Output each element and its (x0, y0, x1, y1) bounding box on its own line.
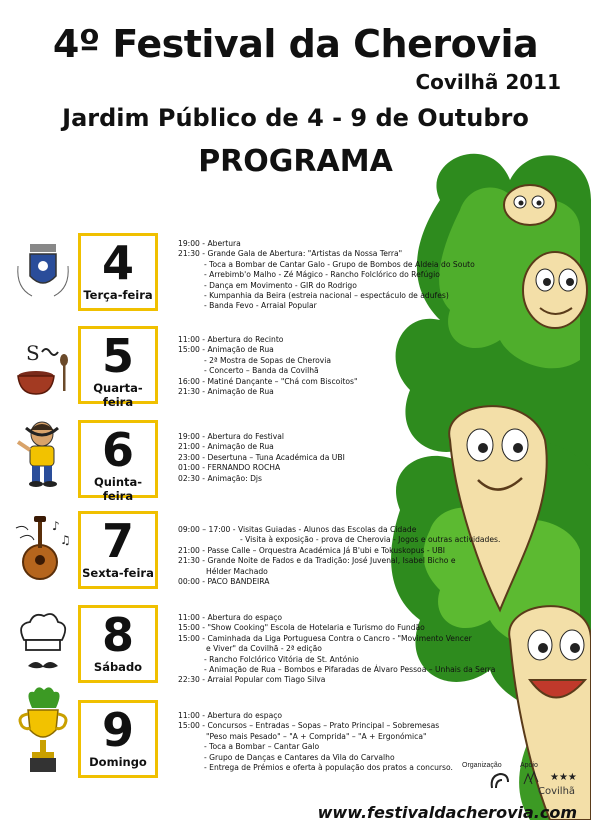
day-box-6 (78, 420, 158, 503)
day-weekday: Quarta-feira (93, 381, 143, 409)
svg-text:♫: ♫ (60, 533, 71, 547)
event-line: - Banda Fevo - Arraial Popular (204, 301, 317, 311)
day-weekday: Sábado (93, 660, 143, 674)
svg-text:♪: ♪ (52, 519, 60, 533)
day-box-5 (78, 326, 158, 409)
event-list-day-5 (178, 335, 508, 397)
trophy-icon (12, 686, 74, 778)
covilha-logo-text: Covilhã (538, 786, 576, 797)
event-line: 21:30 - Grande Gala de Abertura: "Artistas da Nossa Terra" (178, 249, 403, 259)
event-line: 02:30 - Animação: Djs (178, 473, 262, 483)
event-line: - Grupo de Danças e Cantares da Vila do Carvalho (204, 752, 395, 762)
day-box-9 (78, 700, 158, 778)
dj-character-icon (12, 420, 74, 490)
event-line: - Toca a Bombar de Cantar Galo - Grupo de Bombos de Aldeia do Souto (204, 259, 475, 269)
day-number: 6 (101, 423, 134, 477)
event-line: 21:30 - Grande Noite de Fados e da Tradição: José Juvenal, Isabel Bicho e (178, 556, 456, 566)
organizer-logo-icon (488, 770, 512, 792)
event-line: 21:00 - Animação de Rua (178, 442, 274, 452)
event-line: "Peso mais Pesado" – "A + Comprida" – "A + Ergonómica" (206, 731, 427, 741)
covilha-coat-of-arms-icon (12, 238, 74, 308)
event-line: 15:00 - Concursos – Entradas – Sopas – Prato Principal – Sobremesas (178, 721, 440, 731)
event-line: - Visita à exposição - prova de Cherovia - Jogos e outras actividades. (240, 535, 501, 545)
event-line: 16:00 - Matiné Dançante – "Chá com Biscoitos" (178, 376, 358, 386)
event-list-day-7 (178, 525, 508, 587)
day-weekday: Quinta-feira (93, 475, 143, 503)
event-list-day-8 (178, 613, 508, 686)
event-line: 01:00 - FERNANDO ROCHA (178, 463, 281, 473)
event-line: - Rancho Folclórico Vitória de St. António (204, 654, 359, 664)
svg-text:★★★: ★★★ (550, 772, 577, 783)
event-list-day-9 (178, 711, 508, 773)
event-line: - Concerto – Banda da Covilhã (204, 366, 319, 376)
event-line: 00:00 - PACO BANDEIRA (178, 577, 270, 587)
portuguese-guitar-icon (12, 514, 74, 584)
programa-heading: PROGRAMA (198, 144, 393, 179)
event-line: 11:00 - Abertura do espaço (178, 613, 283, 622)
svg-text:S: S (26, 341, 40, 365)
event-line: - Entrega de Prémios e oferta à população dos pratos a concurso. (204, 763, 453, 773)
day-number: 7 (101, 514, 134, 568)
apoio-label: Apoio (520, 762, 538, 769)
day-weekday: Sexta-feira (82, 566, 154, 580)
soup-pot-icon (12, 338, 74, 408)
day-box-7 (78, 511, 158, 589)
event-line: 15:00 - Animação de Rua (178, 345, 274, 355)
event-line: - Arrebimb'o Malho - Zé Mágico - Rancho Folclórico do Refúgio (204, 270, 440, 280)
venue-dates: Jardim Público de 4 - 9 de Outubro (62, 104, 529, 132)
day-box-4 (78, 233, 158, 311)
event-line: - Kumpanhia da Beira (estreia nacional – espectáculo de adufes) (204, 291, 449, 301)
festival-title: 4º Festival da Cherovia (52, 22, 539, 66)
event-line: 23:00 - Desertuna – Tuna Académica da UBI (178, 452, 345, 462)
event-line: - Dança em Movimento - GIR do Rodrigo (204, 280, 357, 290)
website-url: www.festivaldacherovia.com (317, 803, 577, 822)
chef-hat-icon (12, 610, 74, 680)
day-number: 4 (101, 236, 134, 290)
event-line: e Viver" da Covilhã - 2ª edição (206, 644, 322, 654)
day-box-8 (78, 605, 158, 683)
event-line: - 2ª Mostra de Sopas de Cherovia (204, 355, 332, 365)
event-line: Hélder Machado (206, 566, 268, 576)
parsnip-character-top (504, 185, 556, 225)
event-line: 19:00 - Abertura do Festival (178, 432, 285, 441)
event-line: - Animação de Rua – Bombos e Pifaradas de Álvaro Pessoa – Unhais da Serra (204, 665, 496, 675)
event-list-day-6 (178, 432, 508, 484)
event-list-day-4 (178, 239, 508, 312)
day-weekday: Domingo (89, 755, 147, 769)
event-line: 09:00 – 17:00 - Visitas Guiadas - Alunos das Escolas da Cidade (178, 525, 417, 534)
event-line: - Toca a Bombar – Cantar Galo (204, 742, 320, 752)
day-weekday: Terça-feira (83, 288, 153, 302)
parsnip-character-middle (523, 252, 587, 328)
day-number: 9 (101, 703, 134, 757)
event-line: 11:00 - Abertura do espaço (178, 711, 283, 720)
day-number: 8 (101, 608, 134, 662)
event-line: 21:30 - Animação de Rua (178, 387, 274, 397)
event-line: 21:00 - Passe Calle – Orquestra Académica Já B'ubi e Tokuskopus - UBI (178, 545, 446, 555)
event-line: 11:00 - Abertura do Recinto (178, 335, 284, 344)
event-line: 22:30 - Arraial Popular com Tiago Silva (178, 675, 326, 685)
day-number: 5 (101, 329, 134, 383)
event-line: 15:00 - "Show Cooking" Escola de Hotelaria e Turismo do Fundão (178, 623, 425, 633)
event-line: 19:00 - Abertura (178, 239, 241, 248)
festival-subtitle: Covilhã 2011 (415, 70, 561, 94)
event-line: 15:00 - Caminhada da Liga Portuguesa Contra o Cancro - "Movimento Vencer (178, 633, 472, 643)
organizacao-label: Organização (462, 762, 502, 769)
